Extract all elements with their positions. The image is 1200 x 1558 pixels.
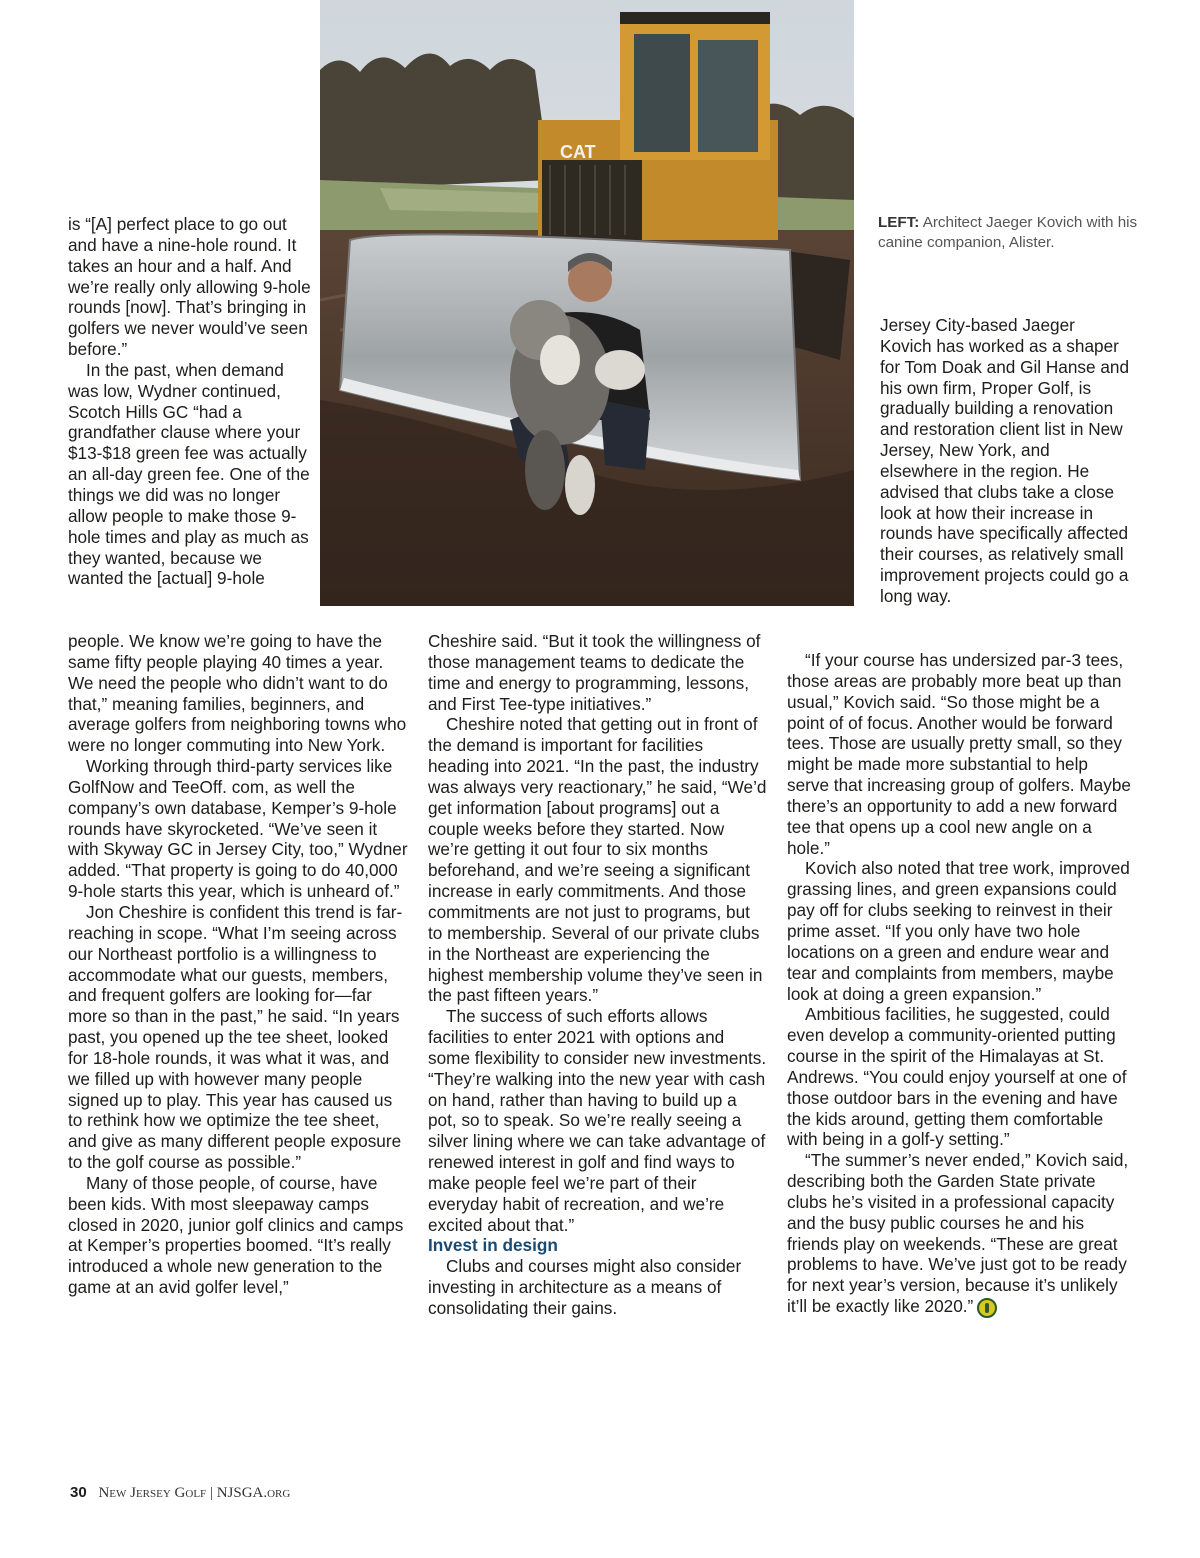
svg-text:CAT: CAT <box>560 142 596 162</box>
paragraph-last <box>787 1150 1132 1317</box>
paragraph: Jersey City-based Jaeger Kovich has worked as a shaper for Tom Doak and Gil Hanse and his own firm, Proper Golf, is gradually building a renovation and restoration client list in New Jersey, New York, and elsewhere in the region. He advised that clubs take a close look at how their increase in rounds have specifically affected their courses, as relatively small improvement projects could go a long way. <box>880 315 1130 606</box>
paragraph: people. We know we’re going to have the same fifty people playing 40 times a year. We need the people who didn’t want to do that,” meaning families, beginners, and average golfers from neighboring towns who were no longer commuting into New York. <box>68 631 407 756</box>
paragraph: “If your course has undersized par-3 tees, those areas are probably more beat up than usual,” Kovich said. “So those might be a point of of focus. Another would be forward tees. Those are usually pretty small, so they might be made more substantial to help serve that increasing group of golfers. Maybe there’s an opportunity to add a new forward tee that opens up a cool new angle on a hole.” <box>787 650 1131 858</box>
caption-lead: LEFT: <box>878 214 920 231</box>
paragraph: In the past, when demand was low, Wydner continued, Scotch Hills GC “had a grandfather clause where your $13-$18 green fee was actually an all-day green fee. One of the things we did was no longer allow people to make those 9-hole times and play as much as they wanted, because we wanted the [actual] 9-hole <box>68 359 310 589</box>
paragraph: Jon Cheshire is confident this trend is far-reaching in scope. “What I’m seeing across our Northeast portfolio is a willingness to accommodate what our guests, members, and frequent golfers are looking for—far more so than in the past,” he said. “In years past, you opened up the tee sheet, looked for 18-hole rounds, it was what it was, and we filled up with however many people signed up to play. This year has caused us to rethink how we optimize the tee sheet, and give as many different people exposure to the golf course as possible.” <box>68 901 403 1173</box>
paragraph: Cheshire noted that getting out in front of the demand is important for facilities heading into 2021. “In the past, the industry was always very reactionary,” he said, “We’d get information [about programs] out a couple weeks before they started. Now we’re getting it out four to six months beforehand, and we’re seeing a significant increase in early commitments. And those commitments are not just to programs, but to membership. Several of our private clubs in the Northeast are experiencing the highest membership volume they’ve seen in the past fifteen years.” <box>428 714 767 1006</box>
column-3-top <box>880 315 1130 607</box>
paragraph: Many of those people, of course, have been kids. With most sleepaway camps closed in 2020, junior golf clinics and camps at Kemper’s properties boomed. “It’s really introduced a whole new generation to the game at an avid golfer level,” <box>68 1172 404 1298</box>
paragraph: Cheshire said. “But it took the willingness of those management teams to dedicate the time and energy to programming, lessons, and First Tee-type initiatives.” <box>428 631 761 714</box>
paragraph: Ambitious facilities, he suggested, could even develop a community-oriented putting course in the spirit of the Himalayas at St. Andrews. “You could enjoy yourself at one of those outdoor bars in the evening and have the kids around, getting them comfortable with being in a golf-y setting.” <box>787 1004 1127 1150</box>
site-name: NJSGA.org <box>216 1485 291 1501</box>
paragraph: is “[A] perfect place to go out and have a nine-hole round. It takes an hour and a half. And we’re really only allowing 9-hole rounds [now]. That’s bringing in golfers we never would’ve seen before.” <box>68 214 311 360</box>
column-1-top <box>68 214 314 589</box>
column-1-bottom <box>68 631 408 1298</box>
magazine-name: New Jersey Golf <box>98 1485 207 1501</box>
column-3-bottom <box>787 650 1132 1318</box>
feature-photo <box>320 0 854 606</box>
paragraph: The success of such efforts allows facilities to enter 2021 with options and some flexibility to consider new investments. “They’re walking into the new year with cash on hand, rather than having to build up a pot, so to speak. So we’re really seeing a silver lining where we can take advantage of renewed interest in golf and find ways to make people feel we’re part of their everyday habit of recreation, and we’re excited about that.” <box>428 1006 767 1235</box>
page-footer <box>70 1484 290 1502</box>
footer-separator: | <box>209 1485 213 1501</box>
paragraph: Clubs and courses might also consider investing in architecture as a means of consolidating their gains. <box>428 1256 742 1318</box>
column-2 <box>428 631 768 1319</box>
paragraph: Kovich also noted that tree work, improved grassing lines, and green expansions could pay off for clubs seeking to reinvest in their prime asset. “If you only have two hole locations on a green and endure wear and tear and complaints from members, maybe look at doing a green expansion.” <box>787 858 1130 1004</box>
end-mark-icon <box>977 1298 997 1318</box>
caption-text: Architect Jaeger Kovich with his canine companion, Alister. <box>878 214 1138 251</box>
paragraph-text: “The summer’s never ended,” Kovich said, describing both the Garden State private clubs he’s visited in a professional capacity and the busy public courses he and his friends play on weekends. “These are great problems to have. We’ve just got to be ready for next year’s version, because it’s unlikely it’ll be exactly like 2020.” <box>787 1150 1129 1317</box>
section-subhead: Invest in design <box>428 1235 558 1256</box>
photo-caption <box>878 213 1138 253</box>
page-number: 30 <box>70 1484 87 1501</box>
paragraph: Working through third-party services like GolfNow and TeeOff. com, as well the company’s own database, Kemper’s 9-hole rounds have skyrocketed. “We’ve seen it with Skyway GC in Jersey City, too,” Wydner added. “That property is going to do 40,000 9-hole starts this year, which is unheard of.” <box>68 756 408 902</box>
